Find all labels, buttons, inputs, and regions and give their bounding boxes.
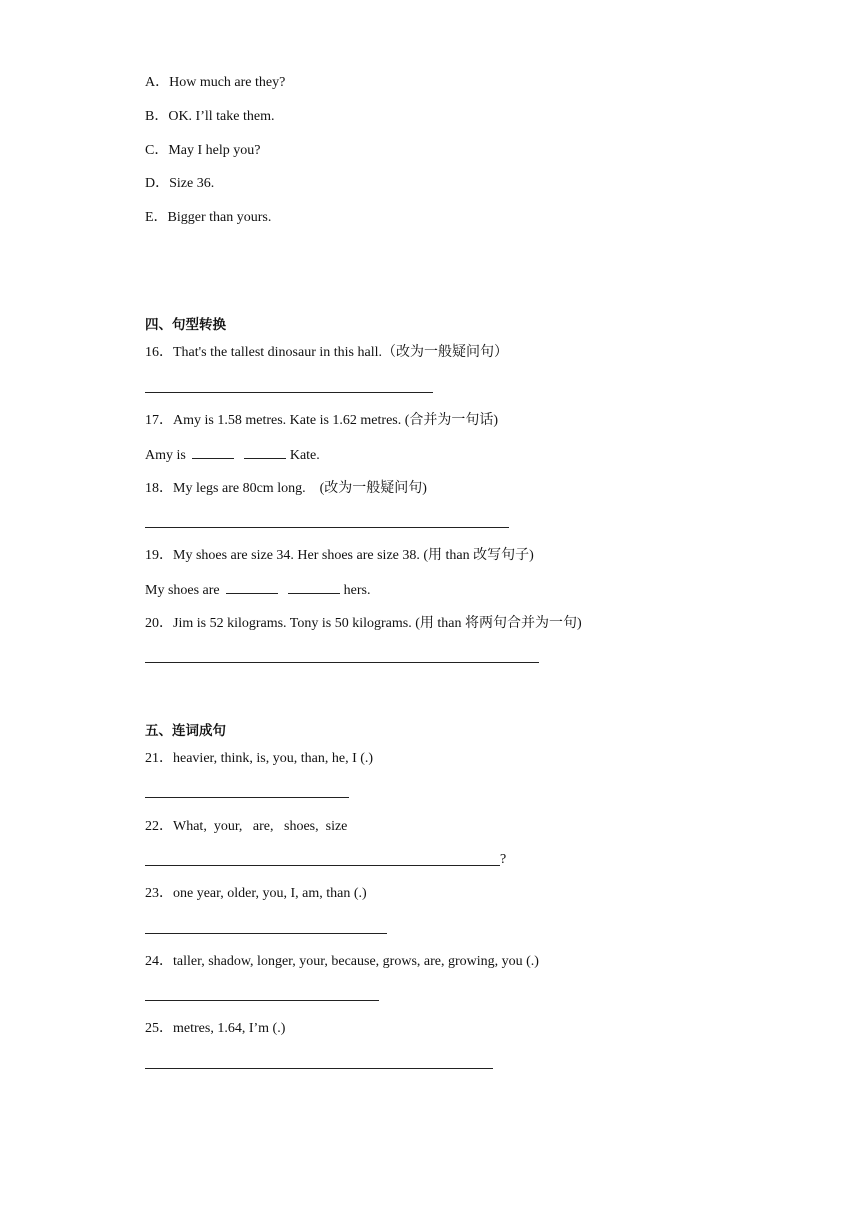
fill-17-end: Kate. (289, 448, 320, 463)
question-22: 22．What, your, are, shoes, size (145, 819, 348, 834)
question-23: 23．one year, older, you, I, am, than (.) (145, 886, 367, 901)
answer-line-22[interactable] (145, 865, 500, 866)
answer-line-24[interactable] (145, 1000, 379, 1001)
option-a: A．How much are they? (145, 75, 286, 90)
blank-17-1[interactable] (192, 446, 234, 459)
option-d: D．Size 36. (145, 176, 215, 191)
question-19: 19．My shoes are size 34. Her shoes are size 38. (用 than 改写句子) (145, 548, 534, 563)
question-24: 24．taller, shadow, longer, your, because, grows, are, growing, you (.) (145, 954, 539, 969)
question-mark-22: ? (500, 852, 507, 867)
blank-19-1[interactable] (226, 581, 278, 594)
option-c: C．May I help you? (145, 143, 261, 158)
section-4-heading: 四、句型转换 (145, 317, 226, 333)
question-16: 16．That's the tallest dinosaur in this hall.（改为一般疑问句） (145, 345, 508, 360)
question-25: 25．metres, 1.64, I’m (.) (145, 1021, 286, 1036)
fill-line-19 (145, 581, 370, 600)
answer-line-21[interactable] (145, 797, 349, 798)
option-b: B．OK. I’ll take them. (145, 109, 275, 124)
section-5-heading: 五、连词成句 (145, 723, 226, 739)
question-21: 21．heavier, think, is, you, than, he, I (.) (145, 751, 374, 766)
option-e: E．Bigger than yours. (145, 210, 272, 225)
fill-19-start: My shoes are (145, 583, 220, 598)
answer-line-23[interactable] (145, 933, 387, 934)
answer-line-25[interactable] (145, 1068, 493, 1069)
answer-line-16[interactable] (145, 392, 433, 393)
answer-line-20[interactable] (145, 662, 539, 663)
answer-line-18[interactable] (145, 527, 509, 528)
question-17: 17．Amy is 1.58 metres. Kate is 1.62 metres. (合并为一句话) (145, 413, 499, 428)
blank-19-2[interactable] (288, 581, 340, 594)
fill-17-start: Amy is (145, 448, 186, 463)
fill-19-end: hers. (343, 583, 371, 598)
question-18: 18．My legs are 80cm long. (改为一般疑问句) (145, 481, 427, 496)
fill-line-17 (145, 446, 320, 465)
blank-17-2[interactable] (244, 446, 286, 459)
question-20: 20．Jim is 52 kilograms. Tony is 50 kilograms. (用 than 将两句合并为一句) (145, 616, 582, 631)
